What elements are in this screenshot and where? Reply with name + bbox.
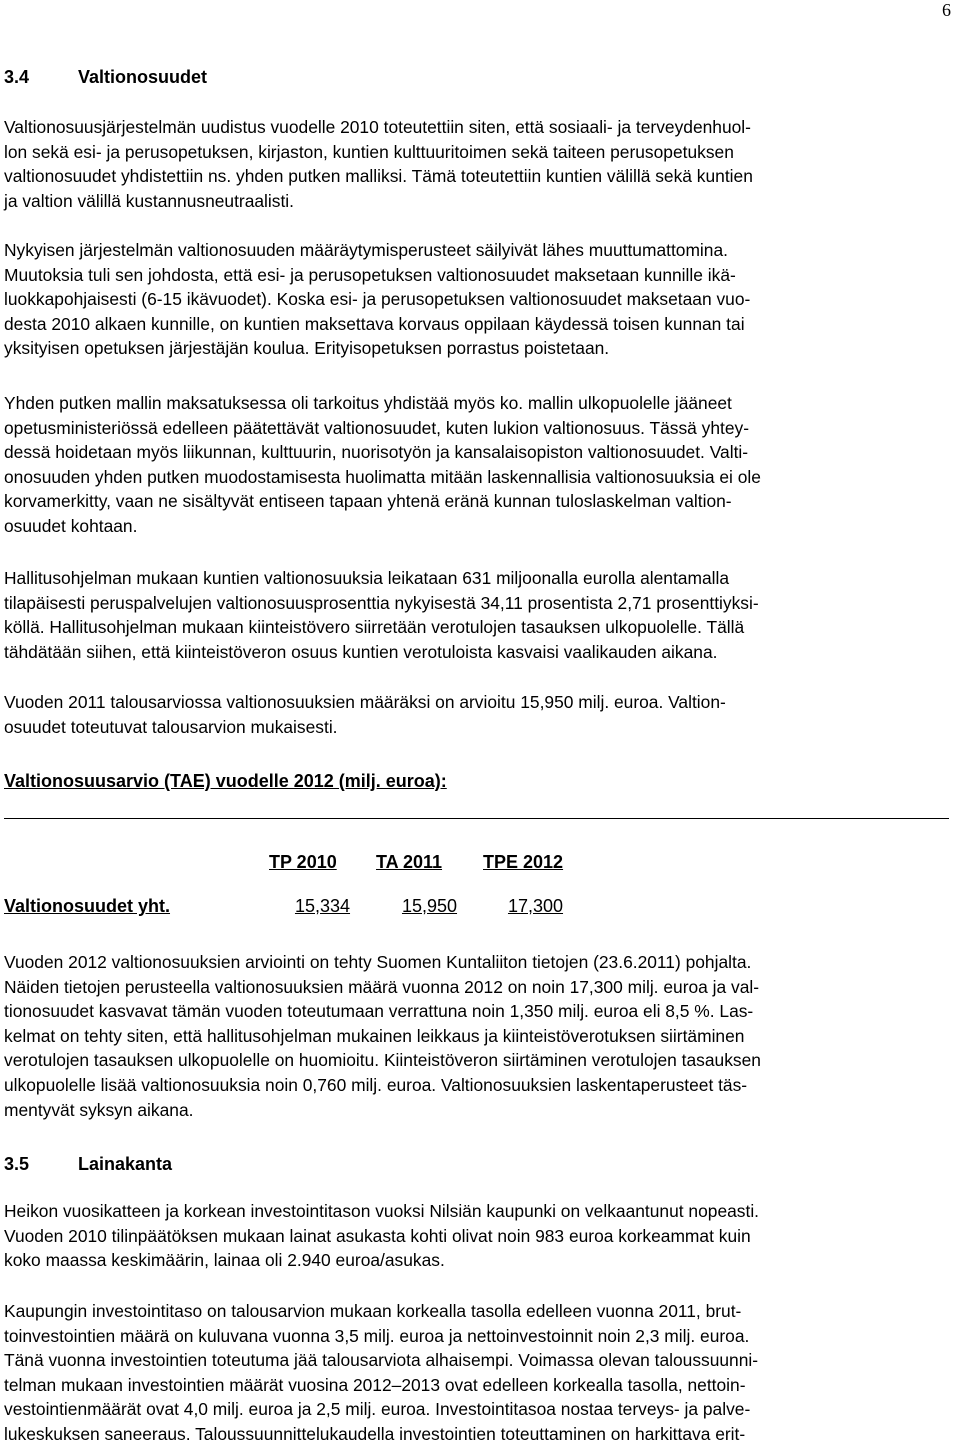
table-filler-cell: [588, 877, 949, 921]
text-line: Vuoden 2010 tilinpäätöksen mukaan lainat asukasta kohti olivat noin 983 euroa korkeammat kuin: [4, 1225, 751, 1246]
budget-heading: Valtionosuusarvio (TAE) vuodelle 2012 (milj. euroa):: [4, 771, 447, 791]
section-number: 3.5: [4, 1154, 30, 1174]
text-line: toinvestointien määrä on kuluvana vuonna 3,5 milj. euroa ja nettoinvestoinnit noin 2,3 milj. euroa.: [4, 1325, 750, 1346]
text-line: Yhden putken mallin maksatuksessa oli tarkoitus yhdistää myös ko. mallin ulkopuolelle jääneet: [4, 393, 732, 413]
text-line: kelmat on tehty siten, että hallitusohjelman mukainen leikkaus ja kiinteistöverotuksen siirtäminen: [4, 1025, 745, 1046]
section-title: Valtionosuudet: [78, 67, 208, 87]
text-line: korvamerkitty, vaan ne sisältyvät entiseen tapaan yhtenä eränä kunnan tuloslaskelman valtion-: [4, 491, 732, 512]
value-ta-2011: 15,950: [401, 896, 458, 916]
text-line: lon sekä esi- ja perusopetuksen, kirjaston, kuntien kulttuuritoimen sekä taiteen perusopetuksen: [4, 141, 734, 162]
text-line: mentyvät syksyn aikana.: [4, 1099, 194, 1120]
paragraph-lainakanta-2: [4, 1299, 952, 1447]
paragraph-lainakanta-1: [4, 1199, 952, 1273]
paragraph-4: [4, 566, 952, 664]
text-line: vestointienmäärät ovat 4,0 milj. euroa ja 2,5 milj. euroa. Investointitasoa nostaa terveys- ja palve-: [4, 1399, 751, 1420]
paragraph-after-table: [4, 950, 952, 1122]
paragraph-1: [4, 115, 952, 213]
text-line: dessä hoidetaan myös liikunnan, kulttuurin, nuorisotyön ja kansalaisopiston valtionosuudet. Valti-: [4, 442, 749, 463]
value-tp-2010: 15,334: [294, 896, 351, 916]
text-line: osuudet kohtaan.: [4, 515, 138, 536]
paragraph-3: [4, 391, 952, 539]
column-header-tp-2010: TP 2010: [269, 819, 376, 878]
table-header-row: [4, 819, 949, 878]
text-line: Hallitusohjelman mukaan kuntien valtionosuuksia leikataan 631 miljoonalla eurolla alentamalla: [4, 568, 730, 588]
text-line: Näiden tietojen perusteella valtionosuuksien määrä vuonna 2012 on noin 17,300 milj. euroa ja val-: [4, 976, 760, 997]
text-line: Vuoden 2012 valtionosuuksien arviointi on tehty Suomen Kuntaliiton tietojen (23.6.2011) pohjalta.: [4, 952, 752, 972]
text-line: luokkapohjaisesti (6-15 ikävuodet). Koska esi- ja perusopetuksen valtionosuudet maksetaan vuo-: [4, 289, 751, 310]
text-line: ulkopuolelle lisää valtionosuuksia noin 0,760 milj. euroa. Valtionosuuksien laskentaperusteet täs-: [4, 1074, 748, 1095]
text-line: Vuoden 2011 talousarviossa valtionosuuksien määräksi on arvioitu 15,950 milj. euroa. Valtion-: [4, 692, 726, 712]
paragraph-2: [4, 238, 952, 361]
text-line: köllä. Hallitusohjelman mukaan kiinteistövero siirretään verotulojen tasauksen ulkopuolelle. Tällä: [4, 617, 745, 638]
budget-table: [4, 818, 949, 921]
text-line: desta 2010 alkaen kunnille, on kuntien maksettava korvaus oppilaan käydessä toisen kunnan tai: [4, 313, 745, 334]
table-filler-cell: [588, 819, 949, 878]
paragraph-5: [4, 690, 952, 739]
page-number: 6: [942, 0, 951, 20]
text-line: ja valtion välillä kustannusneutraalisti.: [4, 190, 295, 211]
column-header-tpe-2012: TPE 2012: [483, 819, 588, 878]
text-line: lukeskuksen saneeraus. Taloussuunnittelukaudella investointien toteuttaminen on harkittava erit-: [4, 1423, 746, 1444]
text-line: osuudet toteutuvat talousarvion mukaisesti.: [4, 716, 338, 737]
table-corner-cell: [4, 819, 269, 878]
text-line: Valtionosuusjärjestelmän uudistus vuodelle 2010 toteutettiin siten, että sosiaali- ja terveydenhuol-: [4, 117, 751, 137]
text-line: Muutoksia tuli sen johdosta, että esi- ja perusopetuksen valtionosuudet maksetaan kunnille ikä-: [4, 264, 736, 285]
text-line: opetusministeriössä edelleen päätettävät valtionosuudet, kuten lukion valtionosuus. Tässä yhtey-: [4, 417, 750, 438]
text-line: koko maassa keskimäärin, lainaa oli 2.940 euroa/asukas.: [4, 1250, 445, 1271]
section-heading-3-5: [4, 1153, 172, 1175]
row-label: Valtionosuudet yht.: [4, 896, 171, 916]
text-line: telman mukaan investointien määrät vuosina 2012–2013 ovat edelleen korkealla tasolla, nettoin-: [4, 1374, 746, 1395]
table-row: [4, 877, 949, 921]
column-header-ta-2011: TA 2011: [376, 819, 483, 878]
text-line: verotulojen tasauksen ulkopuolelle on huomioitu. Kiinteistöveron siirtäminen verotulojen tasauksen: [4, 1050, 761, 1071]
section-heading-3-4: [4, 66, 207, 88]
section-number: 3.4: [4, 67, 30, 87]
value-tpe-2012: 17,300: [507, 896, 564, 916]
text-line: valtionosuudet yhdistettiin ns. yhden putken malliksi. Tämä toteutettiin kuntien välillä sekä kuntien: [4, 166, 753, 187]
text-line: Heikon vuosikatteen ja korkean investointitason vuoksi Nilsiän kaupunki on velkaantunut nopeasti.: [4, 1201, 760, 1221]
section-title: Lainakanta: [78, 1154, 173, 1174]
text-line: yksityisen opetuksen järjestäjän koulua. Erityisopetuksen porrastus poistetaan.: [4, 338, 610, 359]
text-line: Tänä vuonna investointien toteutuma jää talousarviota alhaisempi. Voimassa olevan taloussuunni-: [4, 1350, 759, 1371]
text-line: Kaupungin investointitaso on talousarvion mukaan korkealla tasolla edelleen vuonna 2011, brut-: [4, 1301, 742, 1321]
text-line: tilapäisesti peruspalvelujen valtionosuusprosenttia nykyisestä 34,11 prosentista 2,71 prosenttiyksi-: [4, 592, 759, 613]
text-line: tähdätään siihen, että kiinteistöveron osuus kuntien verotuloista kasvaisi vaalikauden aikana.: [4, 641, 718, 662]
text-line: tionosuudet kasvavat tämän vuoden toteutumaan verrattuna noin 1,350 milj. euroa eli 8,5 %. Las-: [4, 1001, 754, 1022]
text-line: onosuuden yhden putken muodostamisesta huolimatta mitään laskennallisia valtionosuuksia ei ole: [4, 466, 761, 487]
text-line: Nykyisen järjestelmän valtionosuuden määräytymisperusteet säilyivät lähes muuttumattomina.: [4, 240, 728, 260]
